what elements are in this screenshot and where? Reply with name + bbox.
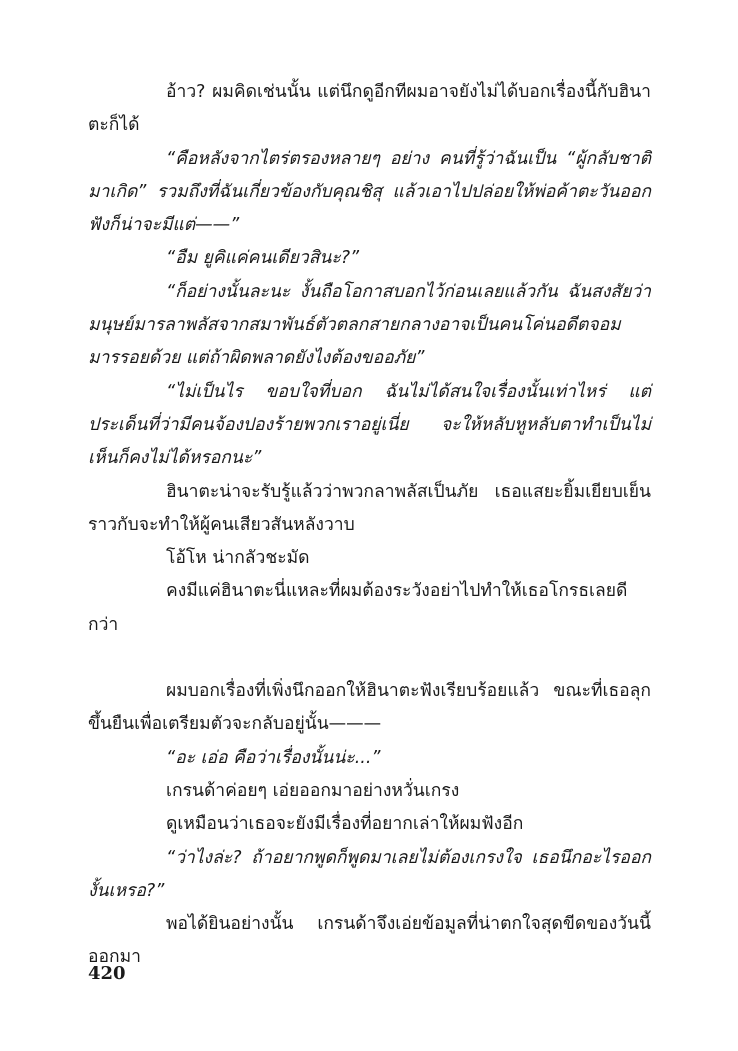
- page-number: 420: [88, 963, 126, 984]
- paragraph: เกรนด้าค่อยๆ เอ่ยออกมาอย่างหวั่นเกรง: [166, 780, 460, 801]
- page-body: [88, 76, 651, 975]
- paragraph: คงมีแค่ฮินาตะนี่แหละที่ผมต้องระวังอย่าไปทำให้เธอโกรธเลยดีกว่า: [88, 581, 628, 635]
- dialogue-paragraph: “อืม ยูคิแค่คนเดียวสินะ?”: [166, 248, 360, 269]
- paragraph: พอได้ยินอย่างนั้น เกรนด้าจึงเอ่ยข้อมูลที่น่าตกใจสุดขีดของวันนี้ออกมา: [88, 914, 651, 968]
- paragraph: ดูเหมือนว่าเธอจะยังมีเรื่องที่อยากเล่าให้ผมฟังอีก: [166, 814, 524, 835]
- dialogue-paragraph: “ว่าไงล่ะ? ถ้าอยากพูดก็พูดมาเลยไม่ต้องเกรงใจ เธอนึกอะไรออกงั้นเหรอ?”: [88, 847, 651, 901]
- paragraph: อ้าว? ผมคิดเช่นนั้น แต่นึกดูอีกทีผมอาจยังไม่ได้บอกเรื่องนี้กับฮินาตะก็ได้: [88, 82, 651, 136]
- dialogue-paragraph: “คือหลังจากไตร่ตรองหลายๆ อย่าง คนที่รู้ว่าฉันเป็น “ผู้กลับชาติมาเกิด” รวมถึงที่ฉันเกี่ยวข้องกับคุณชิสุ แล้วเอาไปปล่อยให้พ่อค้าตะวันออกฟังก็น่าจะมีแต่——”: [88, 148, 651, 236]
- scene-break: [88, 642, 651, 675]
- paragraph: โอ้โห น่ากลัวชะมัด: [166, 548, 310, 569]
- paragraph: ฮินาตะน่าจะรับรู้แล้วว่าพวกลาพลัสเป็นภัย เธอแสยะยิ้มเยียบเย็นราวกับจะทำให้ผู้คนเสียวสันหลังวาบ: [88, 481, 651, 535]
- dialogue-paragraph: “อะ เอ่อ คือว่าเรื่องนั้นน่ะ...”: [166, 747, 381, 768]
- dialogue-paragraph: “ก็อย่างนั้นละนะ งั้นถือโอกาสบอกไว้ก่อนเลยแล้วกัน ฉันสงสัยว่ามนุษย์มารลาพลัสจากสมาพันธ์ตัวตลกสายกลางอาจเป็นคนโค่นอดีตจอมมารรอยด้วย แต่ถ้าผิดพลาดยังไงต้องขออภัย”: [88, 281, 651, 369]
- paragraph: ผมบอกเรื่องที่เพิ่งนึกออกให้ฮินาตะฟังเรียบร้อยแล้ว ขณะที่เธอลุกขึ้นยืนเพื่อเตรียมตัวจะกลับอยู่นั้น———: [88, 681, 651, 735]
- dialogue-paragraph: “ไม่เป็นไร ขอบใจที่บอก ฉันไม่ได้สนใจเรื่องนั้นเท่าไหร่ แต่ประเด็นที่ว่ามีคนจ้องปองร้ายพวกเราอยู่เนี่ย จะให้หลับหูหลับตาทำเป็นไม่เห็นก็คงไม่ได้หรอกนะ”: [88, 381, 651, 469]
